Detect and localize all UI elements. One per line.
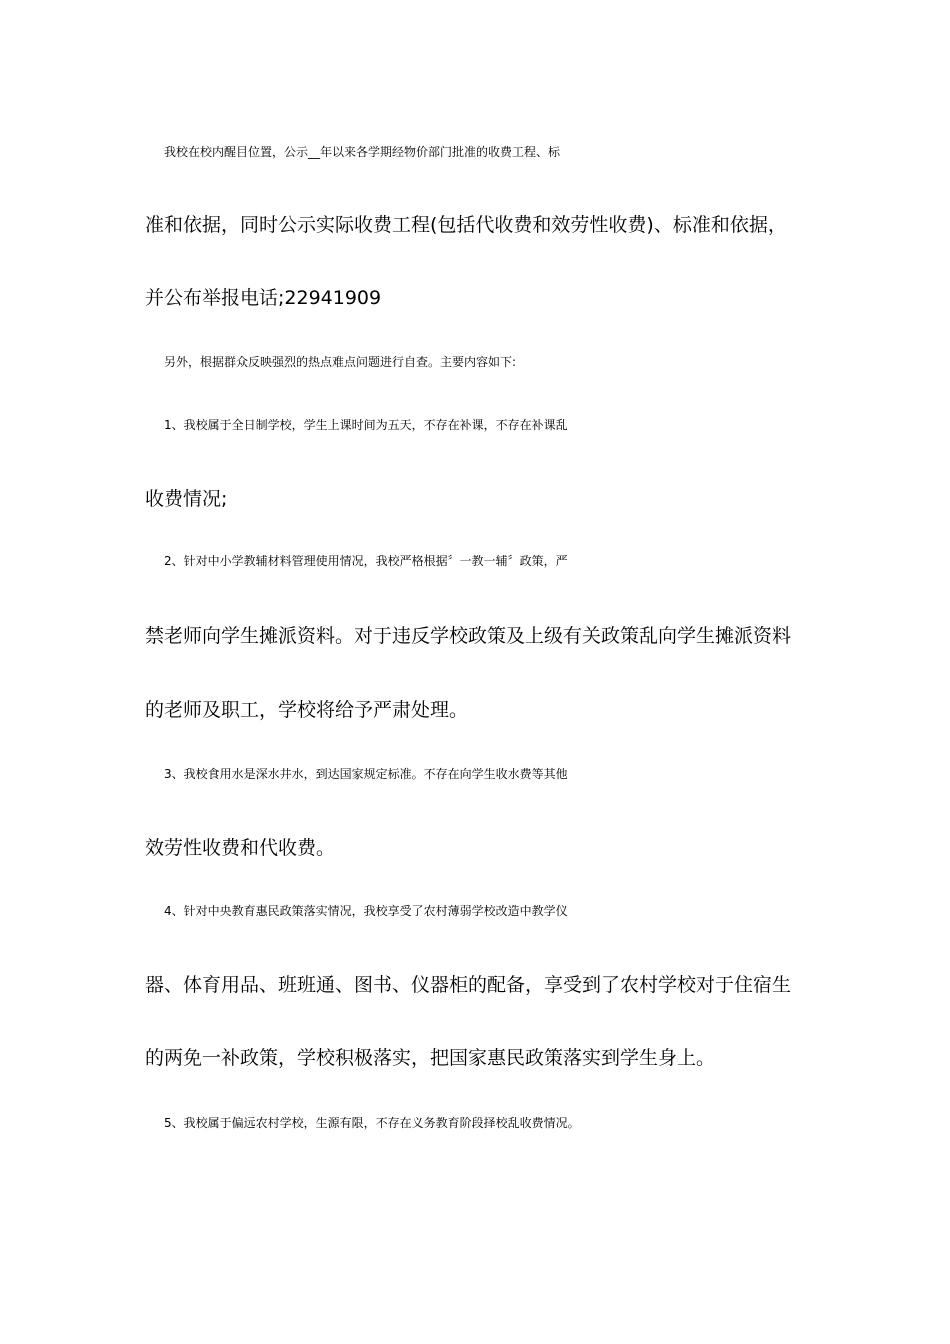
text-line: 4、针对中央教育惠民政策落实情况，我校享受了农村薄弱学校改造中教学仪 xyxy=(164,904,568,918)
text-line: 1、我校属于全日制学校，学生上课时间为五天，不存在补课，不存在补课乱 xyxy=(164,418,568,432)
text-line: 3、我校食用水是深水井水，到达国家规定标准。不存在向学生收水费等其他 xyxy=(164,767,568,781)
text-line: 5、我校属于偏远农村学校，生源有限，不存在义务教育阶段择校乱收费情况。 xyxy=(164,1116,580,1130)
text-line: 2、针对中小学教辅材料管理使用情况，我校严格根据〞一教一辅〞政策，严 xyxy=(164,554,568,568)
text-line: 我校在校内醒目位置，公示__年以来各学期经物价部门批准的收费工程、标 xyxy=(164,145,561,159)
text-line: 另外，根据群众反映强烈的热点难点问题进行自查。主要内容如下: xyxy=(164,355,517,369)
text-line: 的老师及职工，学校将给予严肃处理。 xyxy=(145,699,469,721)
text-line: 效劳性收费和代收费。 xyxy=(145,837,336,859)
text-line: 器、体育用品、班班通、图书、仪器柜的配备，享受到了农村学校对于住宿生 xyxy=(145,974,792,996)
text-line: 的两免一补政策，学校积极落实，把国家惠民政策落实到学生身上。 xyxy=(145,1047,716,1069)
text-line: 准和依据，同时公示实际收费工程(包括代收费和效劳性收费)、标准和依据， xyxy=(145,214,787,236)
text-line: 禁老师向学生摊派资料。对于违反学校政策及上级有关政策乱向学生摊派资料 xyxy=(145,625,792,647)
text-line: 并公布举报电话;22941909 xyxy=(145,287,382,309)
text-line: 收费情况; xyxy=(145,488,228,510)
